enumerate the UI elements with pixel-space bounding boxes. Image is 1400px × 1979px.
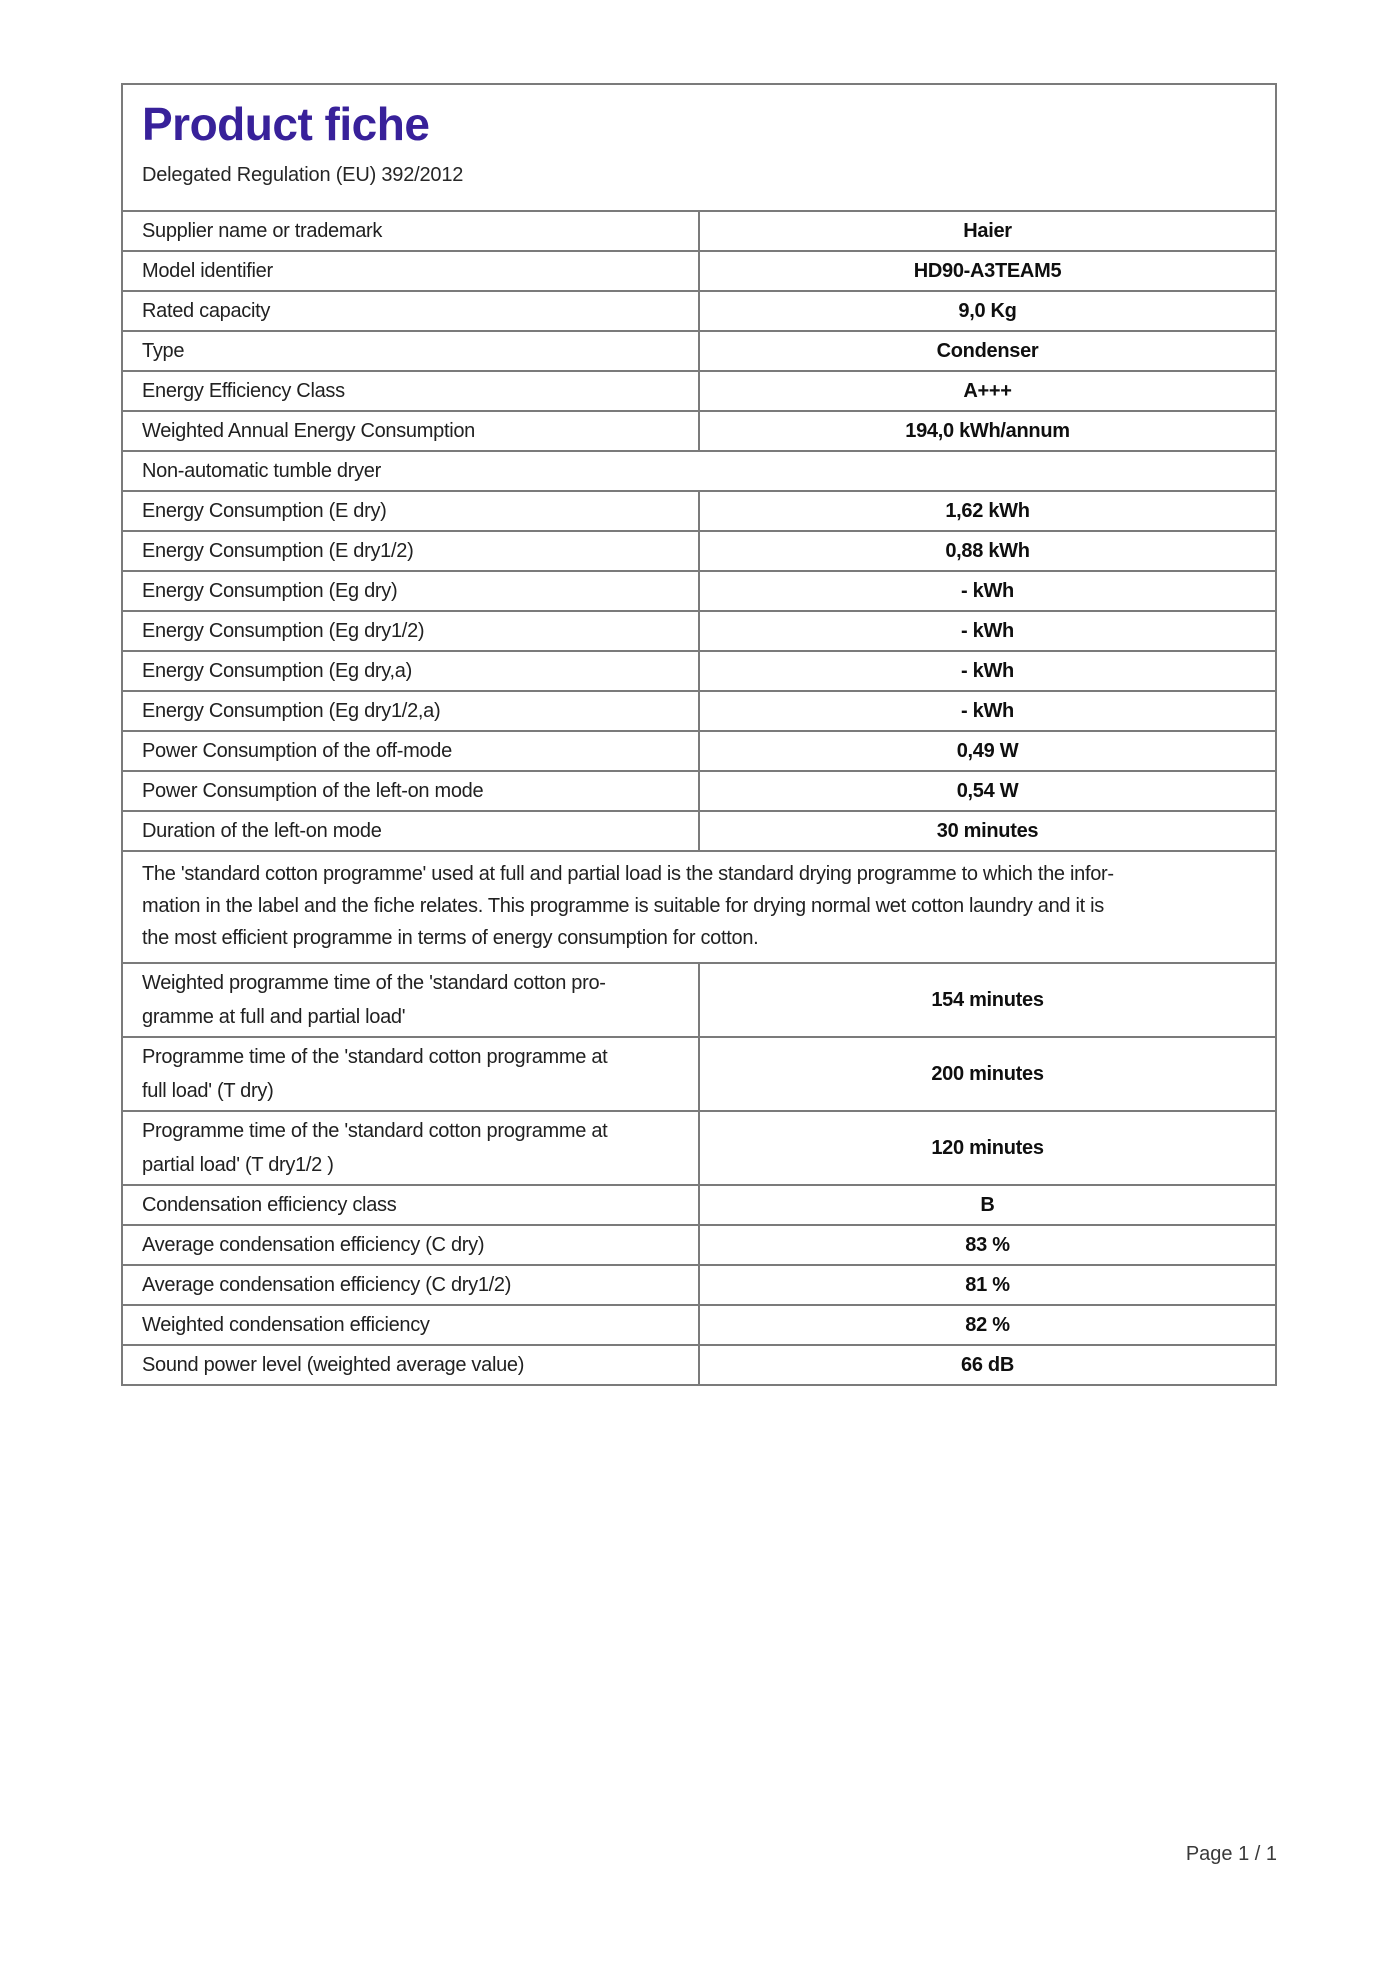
spec-label-line: full load' (T dry): [142, 1080, 274, 1102]
spec-label-line: Power Consumption of the left-on mode: [142, 780, 484, 802]
spec-value: 120 minutes: [931, 1136, 1044, 1159]
spec-value: A+++: [963, 379, 1012, 402]
spec-value: B: [980, 1193, 995, 1216]
spec-label-line: Programme time of the 'standard cotton programme at: [142, 1120, 608, 1142]
spec-label-line: Weighted Annual Energy Consumption: [142, 420, 475, 442]
spec-label-line: Energy Consumption (E dry): [142, 500, 387, 522]
spec-label-line: Average condensation efficiency (C dry): [142, 1234, 485, 1256]
spec-label: [123, 1038, 700, 1110]
spec-label: [123, 1346, 700, 1384]
spec-value: 82 %: [965, 1313, 1010, 1336]
spec-value: HD90-A3TEAM5: [913, 259, 1062, 282]
spec-label: [123, 1186, 700, 1224]
table-row: [123, 730, 1275, 770]
spec-label: [123, 652, 700, 690]
spec-label: [123, 252, 700, 290]
table-row: [123, 1110, 1275, 1184]
spec-label-line: gramme at full and partial load': [142, 1006, 406, 1028]
spec-label-line: Energy Consumption (Eg dry,a): [142, 660, 412, 682]
fiche-header: [123, 85, 1275, 210]
spec-label: [123, 532, 700, 570]
page-title: Product fiche: [142, 98, 430, 150]
spec-label-line: Weighted condensation efficiency: [142, 1314, 430, 1336]
spec-label: [123, 732, 700, 770]
table-row: [123, 1304, 1275, 1344]
spec-value: - kWh: [961, 619, 1014, 642]
table-row: [123, 1184, 1275, 1224]
spec-value: 81 %: [965, 1273, 1010, 1296]
spec-label-line: Weighted programme time of the 'standard cotton pro-: [142, 972, 606, 994]
spec-label: [123, 292, 700, 330]
regulation-subtitle: Delegated Regulation (EU) 392/2012: [142, 164, 464, 186]
spec-label: [123, 612, 700, 650]
table-row: [123, 1264, 1275, 1304]
spec-value: - kWh: [961, 659, 1014, 682]
spec-label-line: Model identifier: [142, 260, 273, 282]
spec-label: [123, 212, 700, 250]
spec-value: 200 minutes: [931, 1062, 1044, 1085]
note-line: the most efficient programme in terms of energy consumption for cotton.: [142, 927, 759, 949]
spec-value: 0,54 W: [956, 779, 1019, 802]
note-line: mation in the label and the fiche relates. This programme is suitable for drying normal wet cotton laundry and it is: [142, 895, 1105, 917]
spec-label-line: partial load' (T dry1/2 ): [142, 1154, 334, 1176]
table-row: [123, 810, 1275, 850]
page-number: Page 1 / 1: [1185, 1843, 1277, 1865]
spec-label: [123, 1266, 700, 1304]
spec-label-line: Duration of the left-on mode: [142, 820, 382, 842]
table-row: [123, 610, 1275, 650]
spec-label-line: Condensation efficiency class: [142, 1194, 397, 1216]
spec-label-line: Energy Consumption (Eg dry1/2,a): [142, 700, 441, 722]
table-row: [123, 770, 1275, 810]
spec-label-line: Power Consumption of the off-mode: [142, 740, 452, 762]
table-row: [123, 1036, 1275, 1110]
table-row: [123, 690, 1275, 730]
spec-value: 1,62 kWh: [945, 499, 1030, 522]
spec-value: - kWh: [961, 699, 1014, 722]
spec-label: [123, 812, 700, 850]
spec-label: [123, 772, 700, 810]
spec-label: [123, 1226, 700, 1264]
table-row: [123, 330, 1275, 370]
spec-label: [123, 1306, 700, 1344]
spec-rows: [123, 210, 1275, 1384]
table-row: [123, 370, 1275, 410]
spec-value: 30 minutes: [936, 819, 1039, 842]
spec-label-line: Supplier name or trademark: [142, 220, 383, 242]
table-row: [123, 1224, 1275, 1264]
note-line: The 'standard cotton programme' used at full and partial load is the standard drying programme to which the infor-: [142, 863, 1114, 885]
spec-label-line: Sound power level (weighted average value): [142, 1354, 525, 1376]
spec-value: - kWh: [961, 579, 1014, 602]
spec-value: 0,49 W: [956, 739, 1019, 762]
note-row: [123, 850, 1275, 962]
table-row: [123, 250, 1275, 290]
spec-value: 66 dB: [961, 1353, 1014, 1376]
spec-value: 194,0 kWh/annum: [905, 419, 1070, 442]
table-row: [123, 490, 1275, 530]
spec-label-line: Type: [142, 340, 185, 362]
spec-value: 9,0 Kg: [958, 299, 1017, 322]
table-row: [123, 290, 1275, 330]
spec-label: [123, 412, 700, 450]
table-row: [123, 530, 1275, 570]
spec-label: [123, 572, 700, 610]
spec-label-line: Average condensation efficiency (C dry1/2): [142, 1274, 512, 1296]
spec-label-line: Energy Efficiency Class: [142, 380, 345, 402]
spec-label: [123, 332, 700, 370]
table-row: [123, 210, 1275, 250]
spec-label: [123, 964, 700, 1036]
spec-value: 0,88 kWh: [945, 539, 1030, 562]
table-row: [123, 650, 1275, 690]
spec-label: [123, 372, 700, 410]
spec-value: Condenser: [936, 339, 1039, 362]
spec-value: Haier: [963, 219, 1012, 242]
spec-label: [123, 492, 700, 530]
product-fiche-table: [121, 83, 1277, 1386]
spec-label: [123, 692, 700, 730]
spec-label-line: Energy Consumption (E dry1/2): [142, 540, 414, 562]
spec-label: [123, 1112, 700, 1184]
spec-label-line: Programme time of the 'standard cotton programme at: [142, 1046, 608, 1068]
spec-label-line: Energy Consumption (Eg dry): [142, 580, 398, 602]
spec-value: 154 minutes: [931, 988, 1044, 1011]
table-row: [123, 962, 1275, 1036]
table-row: [123, 1344, 1275, 1384]
section-row: Non-automatic tumble dryer: [123, 450, 1275, 490]
table-row: [123, 570, 1275, 610]
spec-value: 83 %: [965, 1233, 1010, 1256]
table-row: [123, 410, 1275, 450]
spec-label-line: Rated capacity: [142, 300, 271, 322]
spec-label-line: Energy Consumption (Eg dry1/2): [142, 620, 425, 642]
